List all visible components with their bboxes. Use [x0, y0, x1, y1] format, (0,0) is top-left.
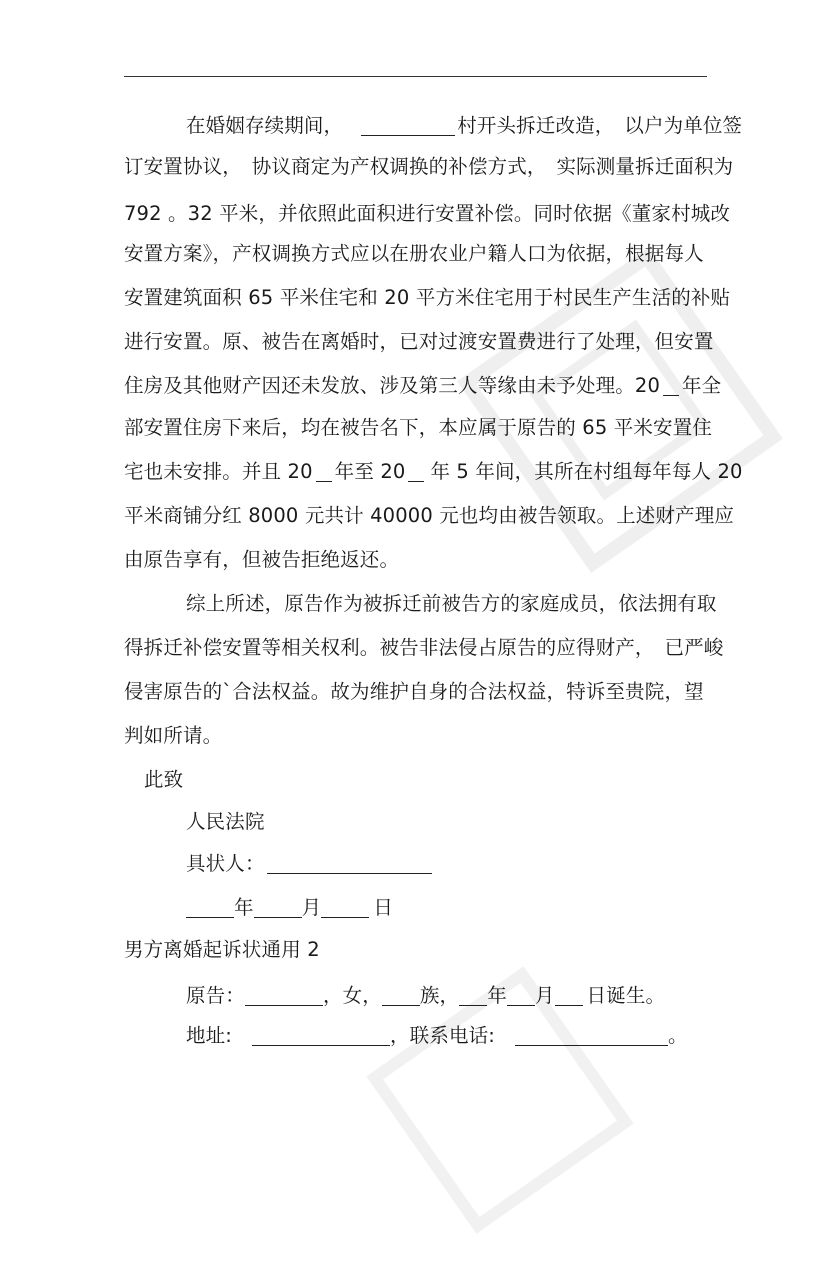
year-blank	[186, 897, 234, 918]
closing-line: 此致	[144, 768, 184, 791]
day-blank	[321, 897, 369, 918]
para1-line9: 宅也未安排。并且 20 年至 20 年 5 年间，其所在村组每年每人 20	[124, 460, 743, 483]
para2-line2: 得拆迁补偿安置等相关权利。被告非法侵占原告的应得财产， 已严峻	[124, 636, 724, 659]
para1-line4: 安置方案》，产权调换方式应以在册农业户籍人口为依据，根据每人	[124, 242, 704, 265]
court-line: 人民法院	[186, 810, 265, 833]
signature-blank	[267, 853, 432, 874]
month-blank	[254, 897, 302, 918]
para1-line10: 平米商铺分红 8000 元共计 40000 元也均由被告领取。上述财产理应	[124, 504, 735, 527]
address-blank	[252, 1025, 390, 1046]
para1-line2: 订安置协议， 协议商定为产权调换的补偿方式， 实际测量拆迁面积为	[124, 155, 734, 178]
plaintiff-info-line: 原告： ，女， 族， 年 月 日诞生。	[186, 984, 666, 1007]
address-line: 地址: ，联系电话: 。	[186, 1024, 688, 1047]
para2-line1: 综上所述，原告作为被拆迁前被告方的家庭成员，依法拥有取	[186, 592, 717, 615]
para1-line6: 进行安置。原、被告在离婚时，已对过渡安置费进行了处理，但安置	[124, 330, 714, 353]
date-line: 年 月 日	[124, 894, 707, 922]
header-rule	[124, 76, 707, 77]
plaintiff-sign-line: 具状人：	[124, 850, 707, 878]
para1-line7: 住房及其他财产因还未发放、涉及第三人等缘由未予处理。20 年全	[124, 374, 722, 397]
para1-line8: 部安置住房下来后，均在被告名下，本应属于原告的 65 平米安置住	[124, 416, 713, 439]
section-title: 男方离婚起诉状通用 2	[124, 938, 320, 961]
name-blank	[245, 985, 323, 1006]
para1-line3: 792 。32 平米，并依照此面积进行安置补偿。同时依据《董家村城改	[124, 202, 731, 225]
year-blank	[316, 461, 332, 482]
para1-line11: 由原告享有，但被告拒绝返还。	[124, 548, 400, 571]
ethnic-blank	[382, 985, 420, 1006]
para1-line1: 在婚姻存续期间， 村开头拆迁改造， 以户为单位签	[186, 114, 743, 137]
para2-line4: 判如所请。	[124, 724, 223, 747]
village-blank	[361, 115, 455, 136]
para2-line3: 侵害原告的`合法权益。故为维护自身的合法权益，特诉至贵院，望	[124, 680, 704, 703]
year-blank	[408, 461, 424, 482]
para1-line5: 安置建筑面积 65 平米住宅和 20 平方米住宅用于村民生产生活的补贴	[124, 286, 731, 309]
